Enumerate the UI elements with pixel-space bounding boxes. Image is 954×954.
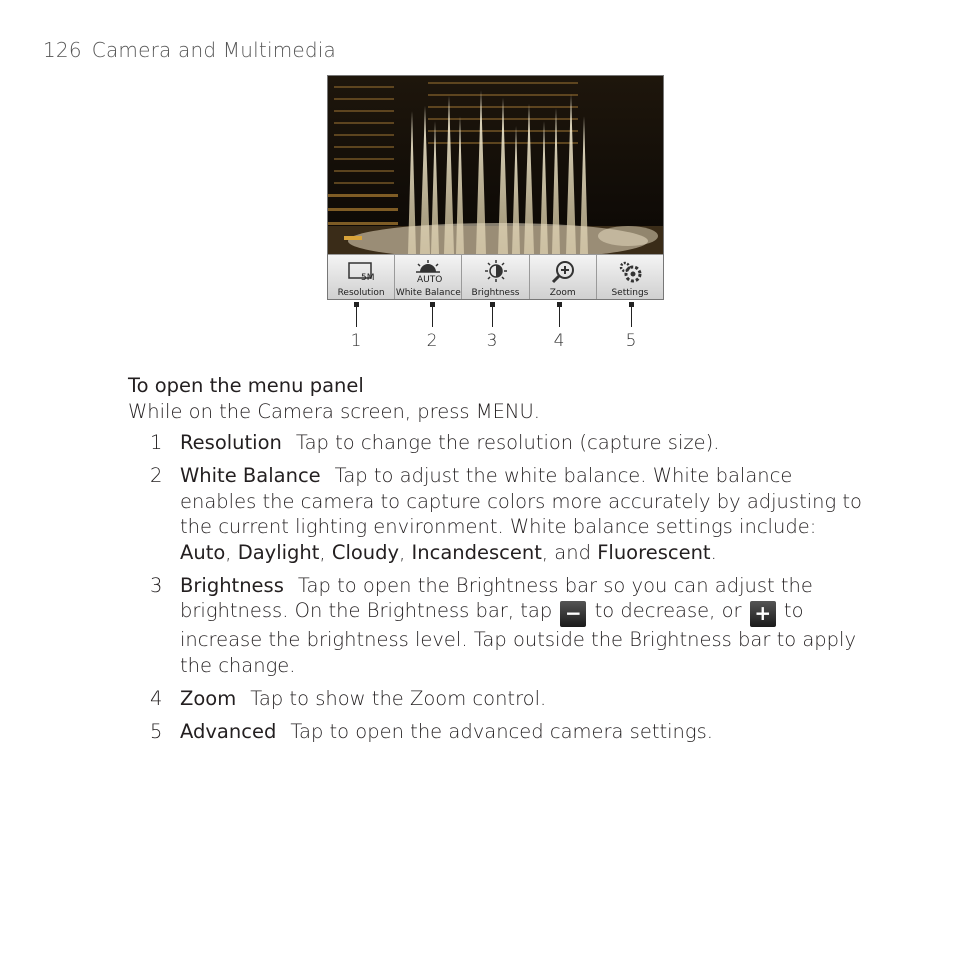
item-term: Resolution	[180, 431, 282, 454]
item-number: 3	[150, 573, 163, 597]
item-term: White Balance	[180, 464, 321, 487]
callout-4: 4	[549, 302, 569, 351]
option-cloudy: Cloudy	[331, 540, 400, 564]
item-term: Zoom	[180, 686, 237, 710]
list-item: 2 White Balance Tap to adjust the white balance. White balance enables the camera to capture colors more accurately by adjusting to the current lighting environment. White balance settings include: Auto, Daylight, Cloudy, Incandescent, and Fluorescent.	[150, 464, 862, 564]
item-number: 4	[150, 686, 163, 710]
menu-description-list	[128, 430, 868, 744]
item-text: Tap to change the resolution (capture size).	[295, 431, 720, 454]
page-header	[43, 38, 336, 62]
option-incandescent: Incandescent	[411, 540, 542, 564]
white-balance-icon-text: AUTO	[417, 275, 443, 284]
option-fluorescent: Fluorescent	[597, 540, 711, 564]
resolution-icon	[346, 260, 376, 284]
menu-label: Brightness	[471, 288, 520, 298]
plus-icon: +	[750, 601, 776, 627]
menu-item-white-balance[interactable]	[395, 255, 462, 300]
settings-icon	[615, 260, 645, 284]
menu-label: Settings	[611, 288, 649, 298]
section-heading: To open the menu panel	[128, 374, 364, 397]
camera-screenshot	[327, 75, 664, 300]
white-balance-icon	[413, 260, 443, 284]
section-title: Camera and Multimedia	[91, 38, 336, 62]
intro-text: While on the Camera screen, press MENU.	[128, 399, 540, 423]
list-item	[128, 430, 868, 456]
zoom-icon	[548, 260, 578, 284]
item-text: Tap to show the Zoom control.	[250, 686, 547, 710]
menu-item-settings[interactable]	[597, 255, 663, 300]
menu-panel	[328, 254, 663, 300]
item-term: Advanced	[180, 719, 277, 743]
item-number: 5	[150, 719, 163, 743]
menu-item-zoom[interactable]	[530, 255, 597, 300]
item-text: Tap to adjust the white balance. White balance enables the camera to capture colors more accurately by adjusting to the current lighting environment. White balance settings include:	[180, 464, 862, 538]
brightness-icon	[481, 260, 511, 284]
menu-label: Zoom	[549, 288, 576, 298]
option-auto: Auto	[180, 540, 226, 564]
menu-item-brightness[interactable]	[462, 255, 529, 300]
menu-item-resolution[interactable]	[328, 255, 395, 300]
callout-3: 3	[482, 302, 502, 351]
list-item	[128, 686, 868, 712]
fountain-photo	[328, 76, 663, 254]
callout-1: 1	[346, 302, 366, 351]
menu-label: Resolution	[337, 288, 385, 298]
item-number: 1	[150, 431, 163, 454]
item-number: 2	[150, 464, 163, 487]
list-item	[128, 719, 868, 745]
page-number: 126	[43, 38, 82, 62]
item-text: Tap to open the Brightness bar so you can adjust the brightness. On the Brightness bar, tap	[180, 573, 813, 622]
item-term: Brightness	[180, 573, 284, 597]
main-content	[128, 373, 868, 752]
minus-icon: −	[560, 601, 586, 627]
item-text: Tap to open the advanced camera settings.	[290, 719, 713, 743]
resolution-icon-text: 5M	[361, 273, 375, 283]
option-daylight: Daylight	[237, 540, 320, 564]
menu-label: White Balance	[395, 288, 461, 298]
callout-5: 5	[621, 302, 641, 351]
list-item: 3 Brightness Tap to open the Brightness bar so you can adjust the brightness. On the Brightness bar, tap − to decrease, or + to increase the brightness level. Tap outside the Brightness bar to apply the change.	[150, 573, 857, 677]
callout-2: 2	[422, 302, 442, 351]
